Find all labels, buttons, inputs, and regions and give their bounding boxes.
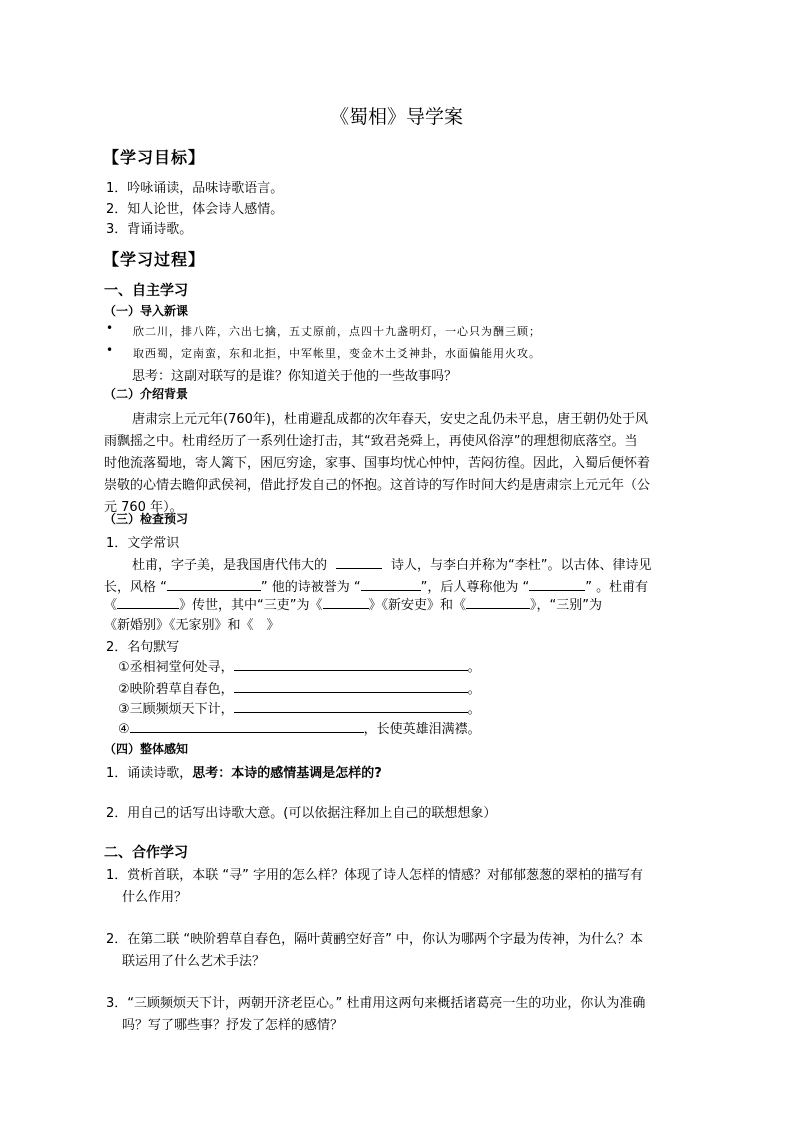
- blank-field[interactable]: [336, 555, 382, 569]
- feel-question-2: 2．用自己的话写出诗歌大意。(可以依据注释加上自己的联想想象）: [106, 806, 497, 821]
- goal-item: 3．背诵诗歌。: [106, 222, 193, 237]
- check-item-1: 1．文学常识: [106, 536, 180, 551]
- feel-question-1: 1．诵读诗歌，思考：本诗的感情基调是怎样的?: [106, 766, 382, 781]
- intro-question: 思考：这副对联写的是谁？你知道关于他的一些故事吗？: [132, 369, 458, 384]
- process-header: 【学习过程】: [103, 250, 206, 269]
- coop-question-3-cont: 吗？写了哪些事？抒发了怎样的感情？: [122, 1018, 344, 1033]
- couplet-line: 取西蜀，定南蛮，东和北拒，中军帐里，变金木土爻神卦，水面偏能用火攻。: [133, 347, 541, 360]
- poem-line: ②映阶碧草自春色， 。: [118, 678, 481, 697]
- bullet-icon: •: [106, 321, 114, 335]
- blank-field[interactable]: [234, 699, 468, 713]
- goal-item: 2．知人论世，体会诗人感情。: [106, 202, 284, 217]
- blank-field[interactable]: [234, 679, 468, 693]
- background-line: 时他流落蜀地，寄人篱下，困厄穷途，家事、国事均忧心忡忡，苦闷彷徨。因此，入蜀后便怀着: [104, 456, 651, 471]
- background-line: 唐肃宗上元元年(760年)，杜甫避乱成都的次年春天，安史之乱仍未平息，唐王朝仍处于风: [132, 412, 648, 427]
- goal-item: 1．吟咏诵读，品味诗歌语言。: [106, 181, 284, 196]
- literature-line-2: 长，风格 “ ” 他的诗被誉为 “ ”，后人尊称他为 “ ” 。杜甫有: [104, 576, 648, 595]
- poem-line: ③三顾频烦天下计， 。: [118, 698, 481, 717]
- subsection-heading: （三）检查预习: [104, 512, 189, 526]
- blank-field[interactable]: [529, 577, 585, 591]
- poem-line: ①丞相祠堂何处寻， 。: [118, 656, 481, 675]
- coop-question-3: 3．“三顾频烦天下计，两朝开济老臣心。” 杜甫用这两句来概括诸葛亮一生的功业，你认为准确: [106, 996, 646, 1011]
- section-heading: 一、自主学习: [104, 283, 188, 299]
- literature-line-1: 杜甫，字子美，是我国唐代伟大的 诗人，与李白并称为“李杜”。以古体、律诗见: [132, 554, 652, 573]
- literature-line-3: 《 》传世，其中“三吏”为《 》《新安吏》和《 》，“三别”为: [104, 594, 602, 613]
- blank-field[interactable]: [130, 719, 364, 733]
- literature-line-4: 《新婚别》《无家别》和《 》: [104, 618, 280, 633]
- section-heading: 二、合作学习: [104, 845, 188, 861]
- coop-question-1: 1．赏析首联，本联 “寻” 字用的怎么样？体现了诗人怎样的情感？对郁郁葱葱的翠柏的描写有: [106, 868, 644, 883]
- blank-field[interactable]: [117, 595, 179, 609]
- subsection-heading: （一）导入新课: [104, 304, 189, 318]
- check-item-2: 2．名句默写: [106, 640, 180, 655]
- coop-question-1-cont: 什么作用？: [122, 890, 188, 905]
- couplet-line: 欣二川，排八阵，六出七擒，五丈原前，点四十九盏明灯，一心只为酬三顾；: [133, 325, 541, 338]
- blank-field[interactable]: [234, 657, 468, 671]
- goals-header: 【学习目标】: [103, 148, 206, 167]
- blank-field[interactable]: [323, 595, 369, 609]
- bullet-icon: •: [106, 343, 114, 357]
- background-line: 崇敬的心情去瞻仰武侯祠，借此抒发自己的怀抱。这首诗的写作时间大约是唐肃宗上元元年（公: [104, 478, 651, 493]
- poem-line: ④ ，长使英雄泪满襟。: [118, 718, 481, 737]
- page-title: 《蜀相》导学案: [330, 106, 464, 128]
- background-line: 元 760 年）。: [104, 500, 183, 515]
- subsection-heading: （二）介绍背景: [104, 387, 189, 401]
- blank-field[interactable]: [361, 577, 421, 591]
- coop-question-2-cont: 联运用了什么艺术手法？: [122, 954, 266, 969]
- blank-field[interactable]: [167, 577, 261, 591]
- coop-question-2: 2．在第二联 “映阶碧草自春色，隔叶黄鹂空好音” 中，你认为哪两个字最为传神，为什么？本: [106, 932, 644, 947]
- background-line: 雨飘摇之中。杜甫经历了一系列仕途打击，其“致君尧舜上，再使风俗淳”的理想彻底落空。当: [104, 434, 638, 449]
- subsection-heading: （四）整体感知: [104, 742, 189, 756]
- blank-field[interactable]: [466, 595, 530, 609]
